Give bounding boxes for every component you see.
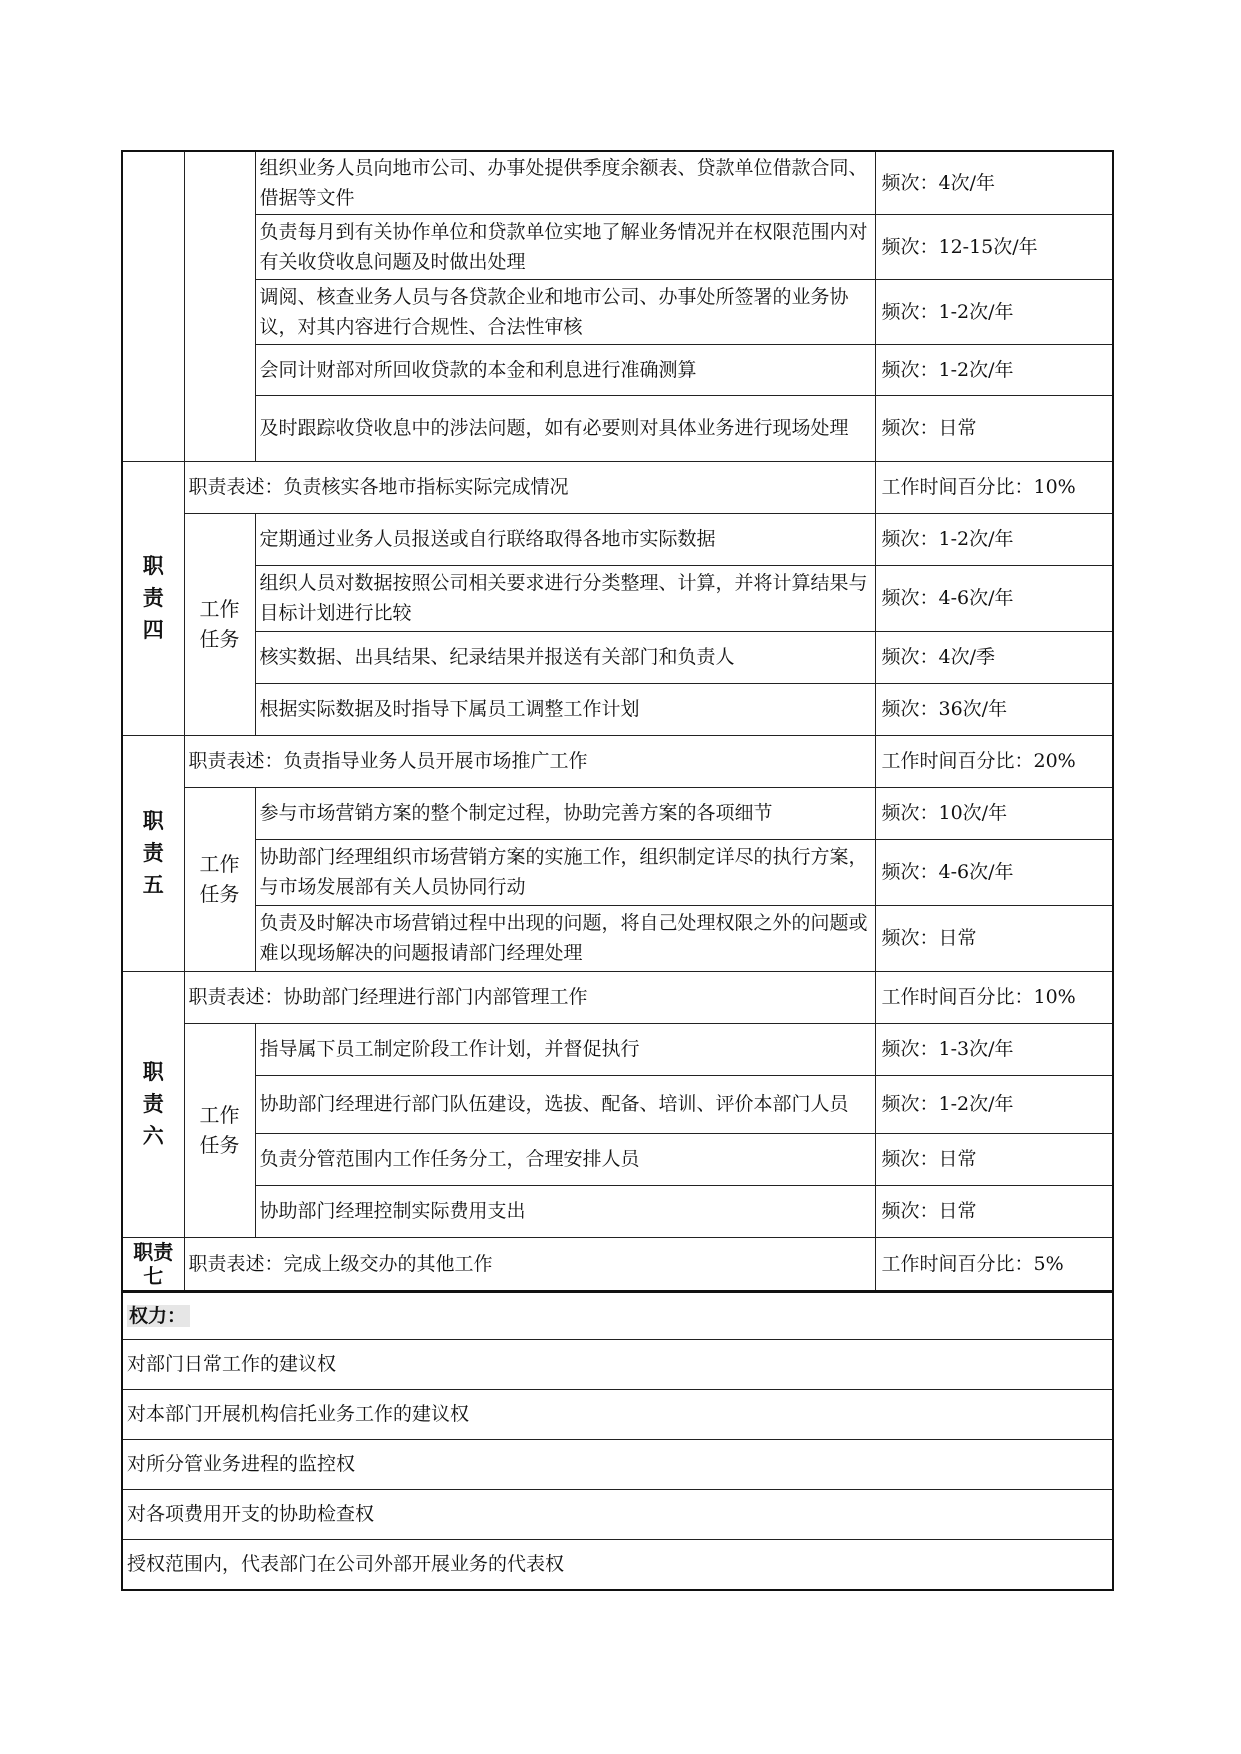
duty7-label: 职责 七 (122, 1237, 184, 1291)
task-description: 调阅、核查业务人员与各贷款企业和地市公司、办事处所签署的业务协议，对其内容进行合规性、合法性审核 (255, 279, 875, 344)
power-item: 对部门日常工作的建议权 (122, 1339, 1113, 1389)
duty-statement-row (122, 1237, 1113, 1291)
power-item: 授权范围内，代表部门在公司外部开展业务的代表权 (122, 1539, 1113, 1590)
power-item: 对所分管业务进程的监控权 (122, 1439, 1113, 1489)
task-description: 及时跟踪收贷收息中的涉法问题，如有必要则对具体业务进行现场处理 (255, 395, 875, 461)
duty-statement-row (122, 971, 1113, 1023)
table-row (122, 344, 1113, 395)
task-description: 负责每月到有关协作单位和贷款单位实地了解业务情况并在权限范围内对有关收贷收息问题及时做出处理 (255, 214, 875, 279)
table-row (122, 839, 1113, 905)
table-row (122, 631, 1113, 683)
table-row (122, 1075, 1113, 1133)
table-row (122, 279, 1113, 344)
duty3-label-cell (122, 151, 184, 461)
duty-statement-row (122, 735, 1113, 787)
job-description-document (121, 150, 1114, 1591)
task-description: 根据实际数据及时指导下属员工调整工作计划 (255, 683, 875, 735)
time-percentage: 工作时间百分比：10% (875, 461, 1113, 513)
task-description: 协助部门经理控制实际费用支出 (255, 1185, 875, 1237)
task-description: 组织业务人员向地市公司、办事处提供季度余额表、贷款单位借款合同、借据等文件 (255, 151, 875, 214)
table-row (122, 214, 1113, 279)
table-row (122, 513, 1113, 565)
task-frequency: 频次：4-6次/年 (875, 839, 1113, 905)
list-item (122, 1339, 1113, 1389)
duty-statement: 职责表述：协助部门经理进行部门内部管理工作 (184, 971, 875, 1023)
task-frequency: 频次：日常 (875, 1133, 1113, 1185)
task-description: 指导属下员工制定阶段工作计划，并督促执行 (255, 1023, 875, 1075)
task-frequency: 频次：1-2次/年 (875, 344, 1113, 395)
table-row (122, 683, 1113, 735)
powers-header-row (122, 1291, 1113, 1339)
time-percentage: 工作时间百分比：5% (875, 1237, 1113, 1291)
duty-statement: 职责表述：完成上级交办的其他工作 (184, 1237, 875, 1291)
duty3-task-label-cell (184, 151, 255, 461)
duty5-label: 职 责 五 (122, 735, 184, 971)
table-row (122, 905, 1113, 971)
table-row (122, 1185, 1113, 1237)
task-frequency: 频次：36次/年 (875, 683, 1113, 735)
task-frequency: 频次：日常 (875, 905, 1113, 971)
power-item: 对本部门开展机构信托业务工作的建议权 (122, 1389, 1113, 1439)
table-row (122, 395, 1113, 461)
powers-title: 权力： (122, 1291, 1113, 1339)
task-description: 会同计财部对所回收贷款的本金和利息进行准确测算 (255, 344, 875, 395)
list-item (122, 1539, 1113, 1590)
duties-table (121, 150, 1114, 1591)
table-row (122, 1133, 1113, 1185)
task-description: 协助部门经理进行部门队伍建设，选拔、配备、培训、评价本部门人员 (255, 1075, 875, 1133)
task-label: 工作 任务 (184, 513, 255, 735)
task-frequency: 频次：4次/季 (875, 631, 1113, 683)
task-frequency: 频次：4次/年 (875, 151, 1113, 214)
list-item (122, 1439, 1113, 1489)
task-frequency: 频次：1-3次/年 (875, 1023, 1113, 1075)
task-frequency: 频次：1-2次/年 (875, 513, 1113, 565)
task-description: 负责分管范围内工作任务分工，合理安排人员 (255, 1133, 875, 1185)
task-description: 负责及时解决市场营销过程中出现的问题，将自己处理权限之外的问题或难以现场解决的问题报请部门经理处理 (255, 905, 875, 971)
table-row (122, 787, 1113, 839)
task-frequency: 频次：日常 (875, 1185, 1113, 1237)
task-description: 协助部门经理组织市场营销方案的实施工作，组织制定详尽的执行方案，与市场发展部有关人员协同行动 (255, 839, 875, 905)
time-percentage: 工作时间百分比：20% (875, 735, 1113, 787)
duty-statement: 职责表述：负责核实各地市指标实际完成情况 (184, 461, 875, 513)
task-frequency: 频次：10次/年 (875, 787, 1113, 839)
duty4-label: 职 责 四 (122, 461, 184, 735)
duty-statement-row (122, 461, 1113, 513)
duty6-label: 职 责 六 (122, 971, 184, 1237)
duty-statement: 职责表述：负责指导业务人员开展市场推广工作 (184, 735, 875, 787)
task-description: 核实数据、出具结果、纪录结果并报送有关部门和负责人 (255, 631, 875, 683)
power-item: 对各项费用开支的协助检查权 (122, 1489, 1113, 1539)
task-label: 工作 任务 (184, 1023, 255, 1237)
task-label: 工作 任务 (184, 787, 255, 971)
task-description: 定期通过业务人员报送或自行联络取得各地市实际数据 (255, 513, 875, 565)
table-row (122, 151, 1113, 214)
table-row (122, 1023, 1113, 1075)
time-percentage: 工作时间百分比：10% (875, 971, 1113, 1023)
table-row (122, 565, 1113, 631)
list-item (122, 1389, 1113, 1439)
list-item (122, 1489, 1113, 1539)
task-description: 参与市场营销方案的整个制定过程，协助完善方案的各项细节 (255, 787, 875, 839)
task-frequency: 频次：12-15次/年 (875, 214, 1113, 279)
task-frequency: 频次：1-2次/年 (875, 1075, 1113, 1133)
task-frequency: 频次：日常 (875, 395, 1113, 461)
task-description: 组织人员对数据按照公司相关要求进行分类整理、计算，并将计算结果与目标计划进行比较 (255, 565, 875, 631)
task-frequency: 频次：1-2次/年 (875, 279, 1113, 344)
task-frequency: 频次：4-6次/年 (875, 565, 1113, 631)
